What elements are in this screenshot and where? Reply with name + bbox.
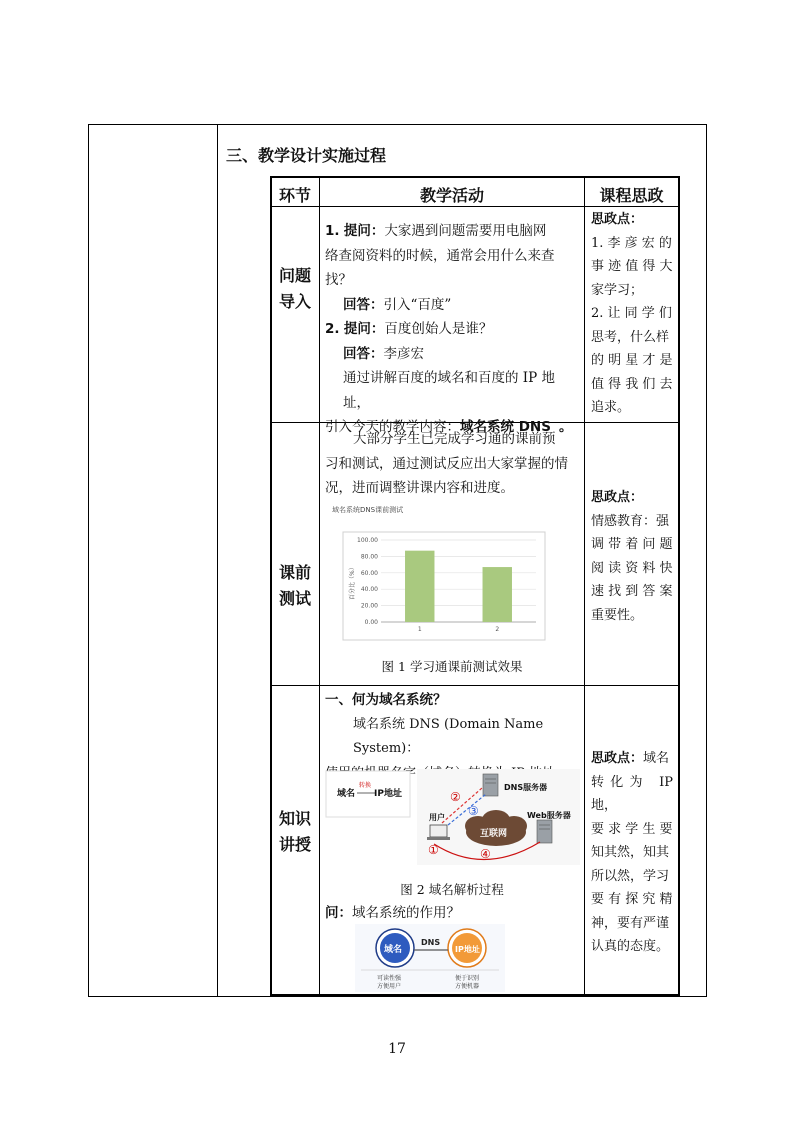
chart-title: 域名系统DNS课前测试 [332,506,404,514]
header-activity: 教学活动 [419,186,484,205]
chart-y-tick-label: 100.00 [357,537,378,544]
diagram-internet-label: 互联网 [480,829,508,839]
concept-domain-label: 域名 [384,945,403,955]
chart-y-tick-label: 40.00 [360,586,378,594]
user-computer-icon [427,825,450,840]
diagram-step-3: ③ [468,804,479,818]
diagram-user-label: 用户 [429,813,445,822]
pretest-bar-chart [326,500,556,645]
web-server-icon [537,820,552,843]
phase-label-pretest: 课前 测试 [278,563,311,608]
header-phase: 环节 [278,186,311,205]
phase-label-lecture: 知识 讲授 [278,809,311,854]
dns-server-icon [483,774,498,796]
diagram-ip-label: IP地址 [374,789,402,799]
chart-x-tick-label: 2 [495,626,500,633]
activity-intro: 1. 提问：大家遇到问题需要用电脑网 络查阅资料的时候，通常会用什么来查 找？ 回答：引入“百度” 2. 提问：百度创始人是谁？ 回答：李彦宏 通过讲解百度的域名和百度的 IP 地址， 引入今天的教学内容：域名系统 DNS 。 [325,223,573,435]
chart-x-tick-label: 1 [417,626,422,633]
dns-resolution-diagram [324,768,582,868]
diagram-step-2: ② [450,790,461,804]
sizheng-pretest: 思政点： 情感教育：强 调 带 着 问 题 阅 读 资 料 快 速 找 到 答 案 重要性。 [591,490,673,623]
chart-bar-1 [405,551,434,622]
diagram-convert-label: 转换 [359,782,372,789]
chart-bar-2 [483,567,512,622]
diagram-step-1: ① [428,843,439,857]
diagram-web-server-label: Web服务器 [527,811,571,820]
outer-frame-bottom [88,996,707,997]
diagram-domain-label: 域名 [337,789,356,799]
outer-frame-top [88,124,707,125]
concept-ip-label: IP地址 [455,945,480,954]
activity-lecture: 一、何为域名系统？ 域名系统 DNS (Domain Name System)： 使用的机器名字（域名）转换为 [325,692,544,781]
header-sizheng: 课程思政 [599,186,664,205]
section-title: 三、教学设计实施过程 [226,146,387,165]
concept-ip-sub-2: 方便机器 [455,983,480,990]
concept-ip-sub-1: 便于识别 [455,975,480,982]
dns-concept-diagram [355,924,505,992]
chart-y-tick-label: 20.00 [360,602,378,610]
diagram-step-4: ④ [480,847,491,861]
sizheng-intro: 思政点： 1. 李 彦 宏 的 事 迹 值 得 大 家学习； 2. 让 同 学 们 思考，什么样 的 明 星 才 是 值 得 我 们 去 追求。 [591,212,673,415]
chart-y-tick-label: 60.00 [360,569,378,577]
concept-dns-label: DNS [421,938,441,947]
phase-label-intro: 问题 导入 [278,266,311,311]
figure-1-caption: 图 1 学习通课前测试效果 [381,659,523,674]
outer-frame-left [88,124,89,997]
chart-y-axis-label: 百分比（%） [349,564,356,600]
figure-2-caption: 图 2 域名解析过程 [400,882,504,897]
diagram-dns-server-label: DNS服务器 [504,783,548,792]
chart-y-tick-label: 80.00 [360,553,378,561]
lecture-question: 问：域名系统的作用？ [325,905,460,921]
concept-domain-sub-2: 方便用户 [377,983,402,990]
outer-frame-divider [217,124,218,997]
outer-frame-right [706,124,707,997]
page-number: 17 [388,1041,406,1057]
activity-pretest: 大部分学生已完成学习通的课前预 习和测试，通过测试反应出大家掌握的情 况，进而调整讲课内容和进度。 [325,431,568,496]
sizheng-lecture: 思政点：域名 转化为 IP 地， 要 求 学 生 要 知其然，知其 所以然，学习 要 有 探 究 精 神，要有严谨 认真的态度。 [591,751,673,954]
chart-y-tick-label: 0.00 [364,619,378,626]
concept-domain-sub-1: 可读性强 [377,975,402,982]
